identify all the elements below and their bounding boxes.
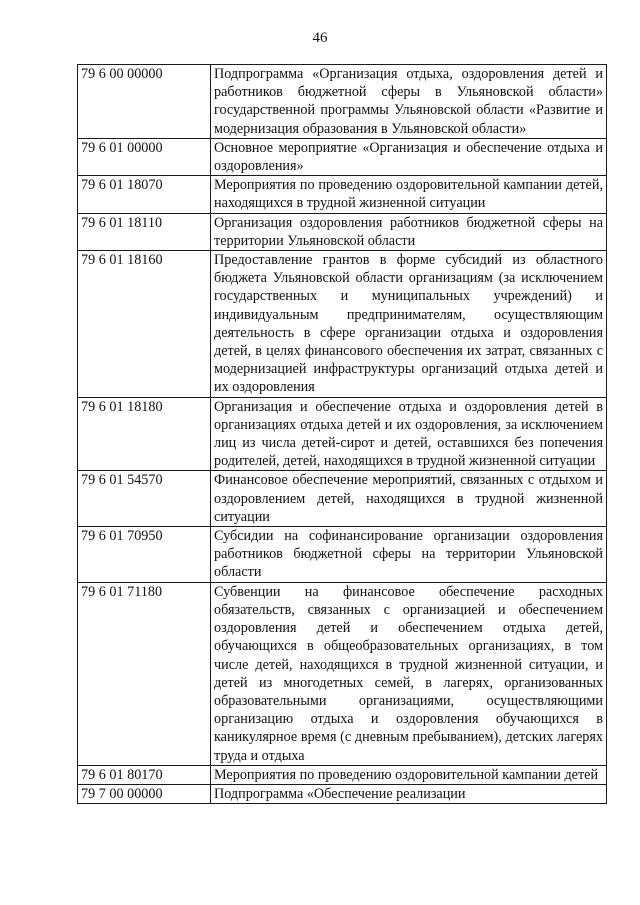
table-row xyxy=(78,582,607,765)
row-description: Организация и обеспечение отдыха и оздоровления детей в организациях отдыха детей и их оздоровления, за исключением лиц из числа детей-сирот и детей, оставшихся без попечения родителей, детей, находящихся в трудной жизненной ситуации xyxy=(211,397,607,471)
row-code: 79 6 01 18180 xyxy=(78,397,211,471)
table-row xyxy=(78,397,607,471)
row-code: 79 6 01 70950 xyxy=(78,527,211,583)
row-description: Предоставление грантов в форме субсидий из областного бюджета Ульяновской области организациям (за исключением государственных и муниципальных учреждений) и индивидуальным предпринимателям, осуществляющим деятельность в сфере организации отдыха и оздоровления детей, в целях финансового обеспечения их затрат, связанных с модернизацией инфраструктуры организаций отдыха детей и их оздоровления xyxy=(211,251,607,398)
row-code: 79 6 01 54570 xyxy=(78,471,211,527)
table-row xyxy=(78,765,607,784)
row-code: 79 7 00 00000 xyxy=(78,784,211,803)
row-description: Мероприятия по проведению оздоровительной кампании детей, находящихся в трудной жизненной ситуации xyxy=(211,176,607,213)
row-description: Подпрограмма «Организация отдыха, оздоровления детей и работников бюджетной сферы в Ульяновской области» государственной программы Ульяновской области «Развитие и модернизация образования в Ульяновской области» xyxy=(211,65,607,139)
row-description: Мероприятия по проведению оздоровительной кампании детей xyxy=(211,765,607,784)
row-code: 79 6 01 00000 xyxy=(78,138,211,175)
table-row xyxy=(78,213,607,250)
page-number: 46 xyxy=(312,30,328,46)
row-description: Субсидии на софинансирование организации оздоровления работников бюджетной сферы на территории Ульяновской области xyxy=(211,527,607,583)
row-description: Организация оздоровления работников бюджетной сферы на территории Ульяновской области xyxy=(211,213,607,250)
row-code: 79 6 00 00000 xyxy=(78,65,211,139)
row-code: 79 6 01 18070 xyxy=(78,176,211,213)
row-description: Финансовое обеспечение мероприятий, связанных с отдыхом и оздоровлением детей, находящихся в трудной жизненной ситуации xyxy=(211,471,607,527)
row-code: 79 6 01 18160 xyxy=(78,251,211,398)
row-code: 79 6 01 18110 xyxy=(78,213,211,250)
table-row xyxy=(78,65,607,139)
table-row xyxy=(78,176,607,213)
row-code: 79 6 01 71180 xyxy=(78,582,211,765)
row-code: 79 6 01 80170 xyxy=(78,765,211,784)
table-row xyxy=(78,138,607,175)
table-row xyxy=(78,251,607,398)
row-description: Субвенции на финансовое обеспечение расходных обязательств, связанных с организацией и обеспечением оздоровления детей и обеспечением отдыха детей, обучающихся в общеобразовательных организациях, в том числе детей, находящихся в трудной жизненной ситуации, и детей из многодетных семей, в лагерях, организованных образовательными организациями, осуществляющими организацию отдыха и оздоровления обучающихся в каникулярное время (с дневным пребыванием), детских лагерях труда и отдыха xyxy=(211,582,607,765)
table-row xyxy=(78,784,607,803)
row-description: Подпрограмма «Обеспечение реализации xyxy=(211,784,607,803)
table-row xyxy=(78,471,607,527)
row-description: Основное мероприятие «Организация и обеспечение отдыха и оздоровления» xyxy=(211,138,607,175)
budget-classification-table xyxy=(77,64,607,804)
table-row xyxy=(78,527,607,583)
